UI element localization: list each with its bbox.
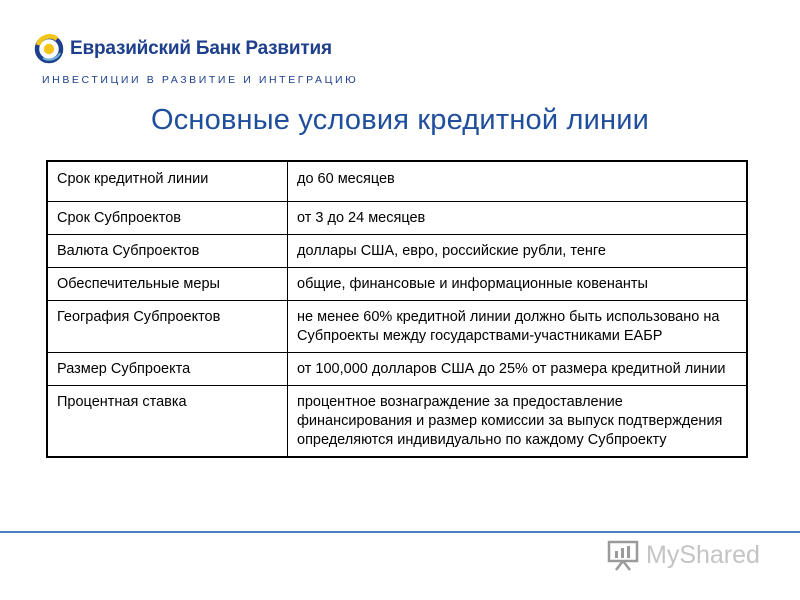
row-value: общие, финансовые и информационные ковенанты [288, 268, 748, 301]
row-parameter: Срок Субпроектов [47, 202, 288, 235]
table-row [47, 268, 747, 301]
myshared-label: MyShared [646, 541, 760, 569]
row-parameter: Валюта Субпроектов [47, 235, 288, 268]
row-value: от 100,000 долларов США до 25% от размера кредитной линии [288, 353, 748, 386]
footer-divider [0, 531, 800, 533]
row-parameter: Размер Субпроекта [47, 353, 288, 386]
table-row [47, 235, 747, 268]
bank-tagline: ИНВЕСТИЦИИ В РАЗВИТИЕ И ИНТЕГРАЦИЮ [42, 74, 359, 86]
row-parameter: Срок кредитной линии [47, 161, 288, 202]
bank-name: Евразийский Банк Развития [70, 38, 332, 59]
row-value: до 60 месяцев [288, 161, 748, 202]
row-parameter: Обеспечительные меры [47, 268, 288, 301]
row-parameter: Процентная ставка [47, 386, 288, 458]
row-parameter: География Субпроектов [47, 301, 288, 353]
presentation-board-icon [606, 538, 640, 572]
row-value: от 3 до 24 месяцев [288, 202, 748, 235]
table-row [47, 353, 747, 386]
row-value: процентное вознаграждение за предоставление финансирования и размер комиссии за выпуск подтверждения определяются индивидуально по каждому Субпроекту [288, 386, 748, 458]
slide-title: Основные условия кредитной линии [150, 104, 650, 136]
conditions-table [46, 160, 748, 458]
row-value: не менее 60% кредитной линии должно быть использовано на Субпроекты между государствами-участниками ЕАБР [288, 301, 748, 353]
table-row [47, 202, 747, 235]
table-row [47, 301, 747, 353]
table-row [47, 386, 747, 458]
eurasian-bank-ring-logo-icon [34, 34, 64, 64]
table-row [47, 161, 747, 202]
myshared-watermark [606, 536, 766, 576]
row-value: доллары США, евро, российские рубли, тенге [288, 235, 748, 268]
